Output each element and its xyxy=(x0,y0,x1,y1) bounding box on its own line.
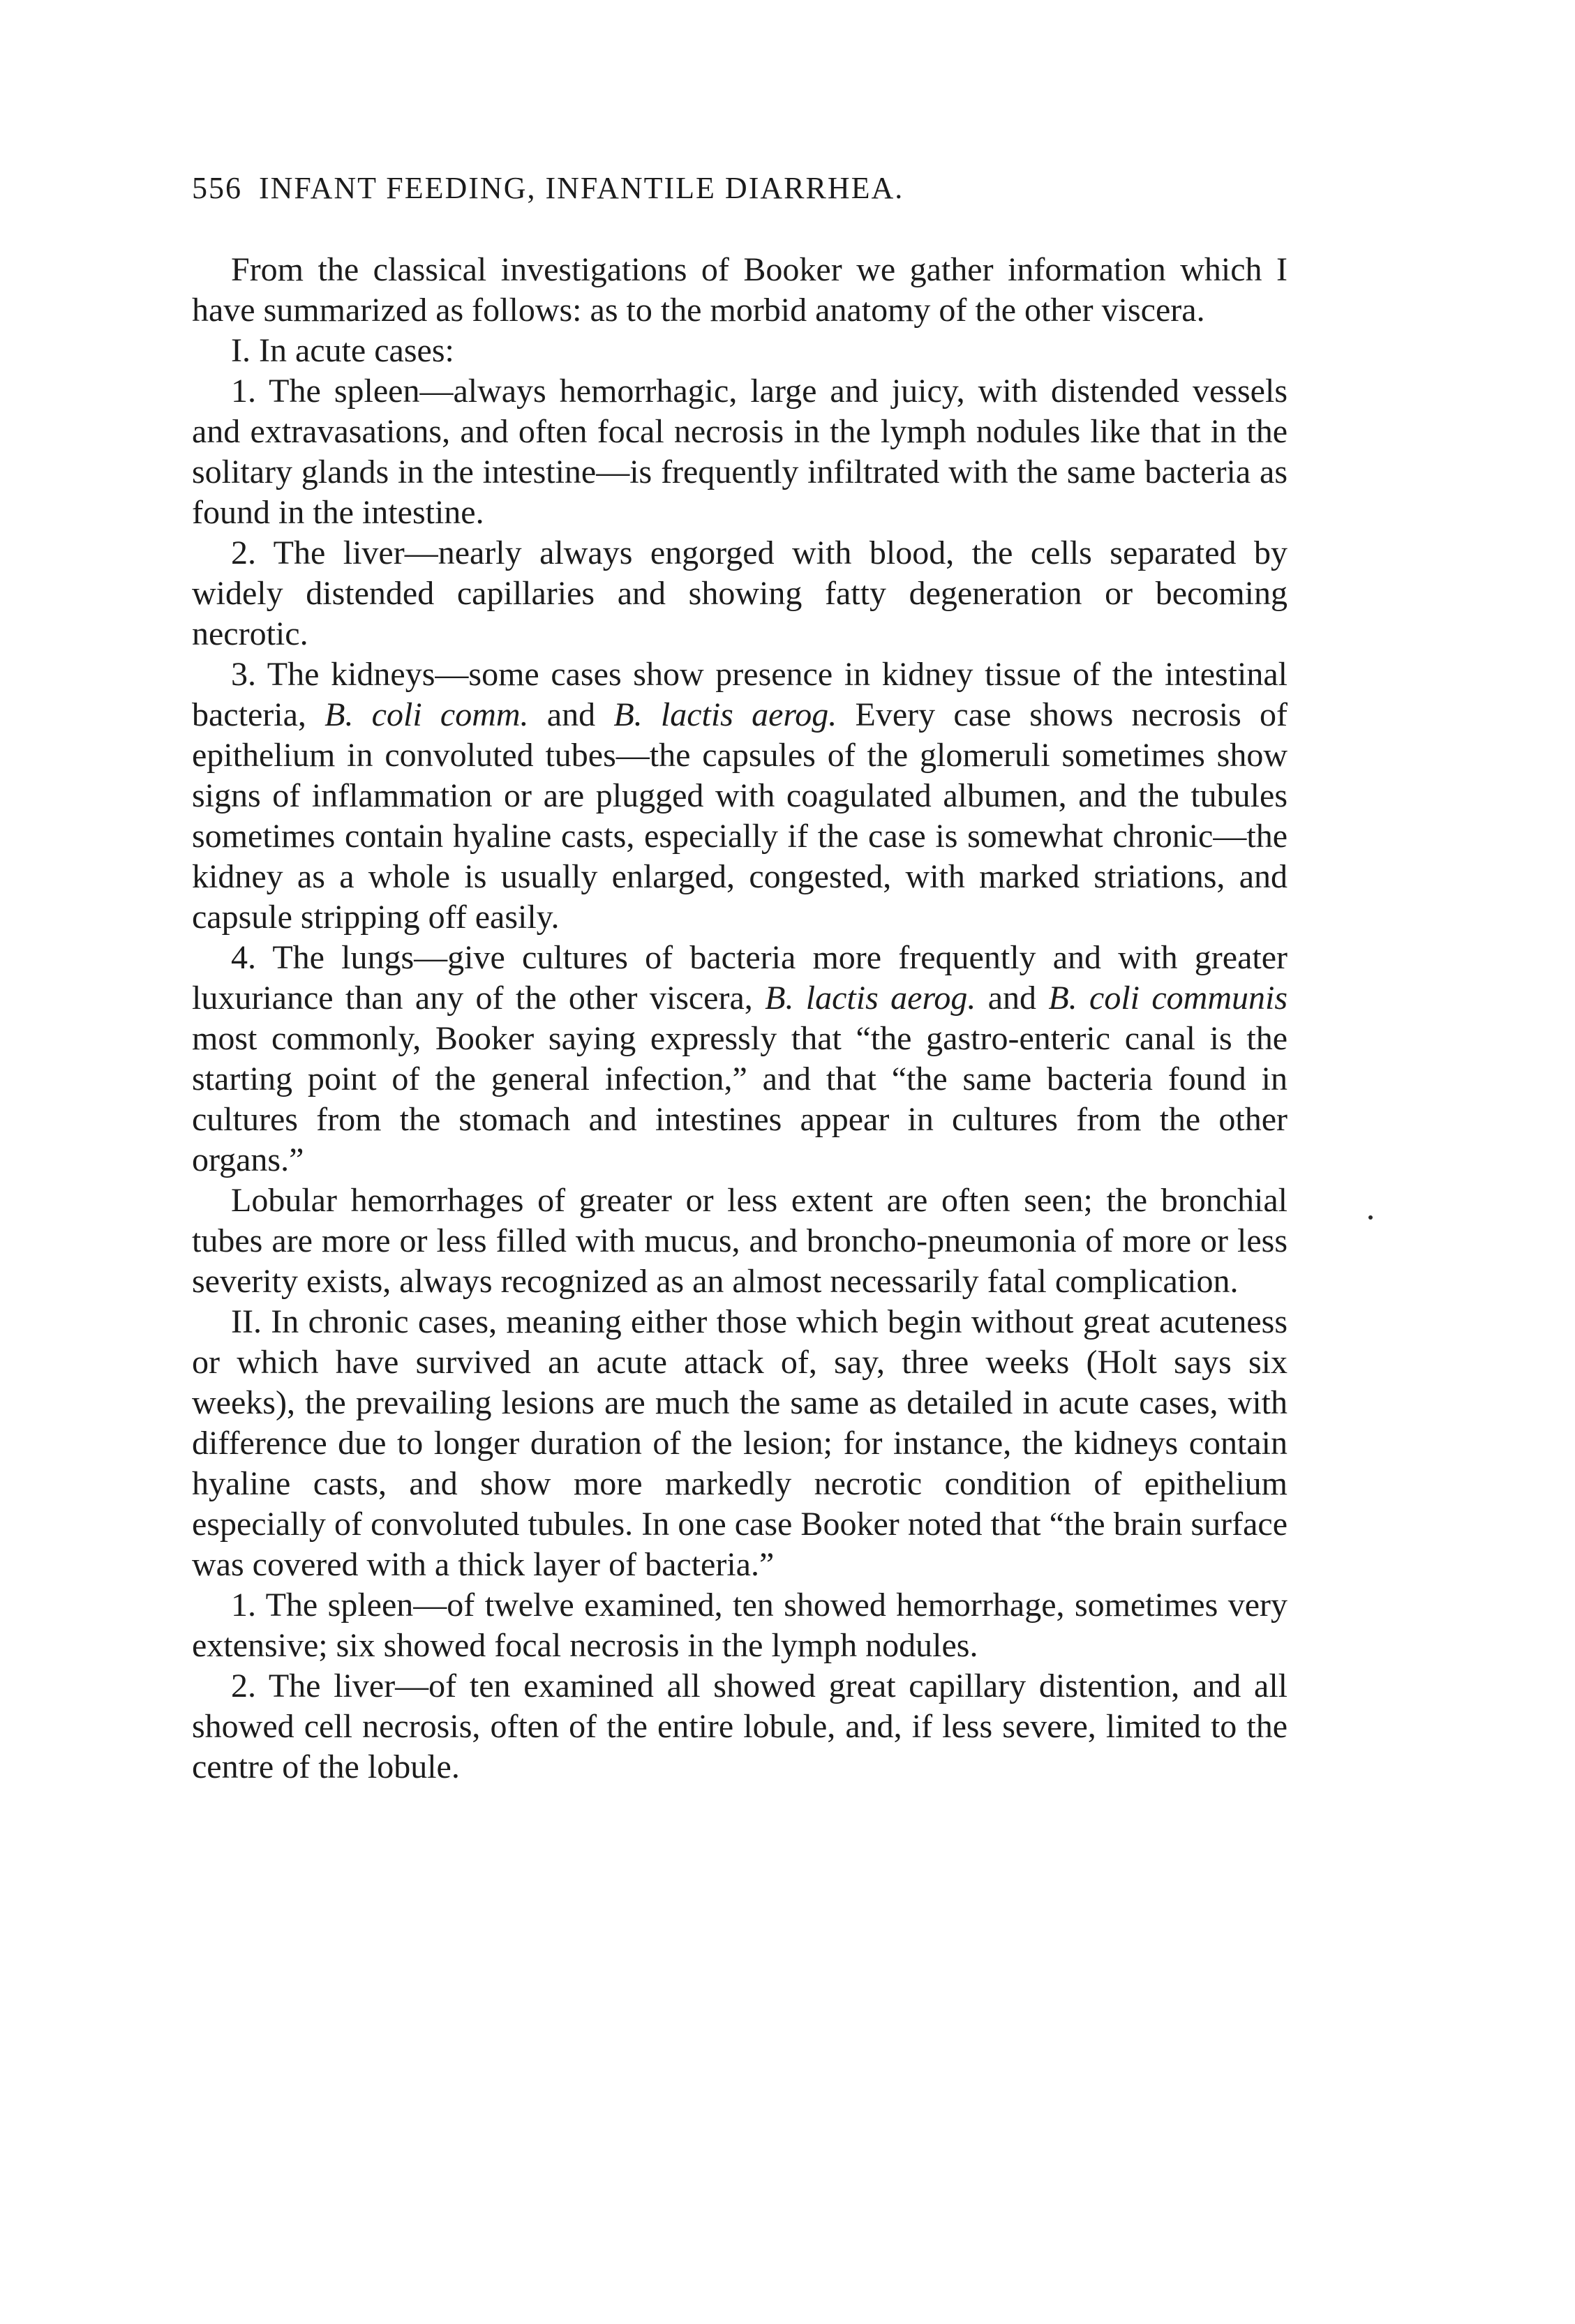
page-body xyxy=(192,250,1287,1787)
text-run: most commonly, Booker saying expressly that “the gastro-enteric canal is the starting point of the general infection,” and that “the same bacteria found in cultures from the stomach and intestines appear in cultures from the other organs.” xyxy=(192,1020,1287,1178)
species-name: B. lactis aerog. xyxy=(613,696,837,733)
paragraph-chronic-liver: 2. The liver—of ten examined all showed great capillary distention, and all showed cell necrosis, often of the entire lobule, and, if less severe, limited to the centre of the lobule. xyxy=(192,1667,1287,1785)
text-run: Every case shows necrosis of epithelium in convoluted tubes—the capsules of the glomeruli sometimes show signs of inflammation or are plugged with coagulated albumen, and the tubules sometimes contain hyaline casts, especially if the case is somewhat chronic—the kidney as a whole is usually enlarged, congested, with marked striations, and capsule stripping off easily. xyxy=(192,696,1288,936)
text-run: 4. The lungs—give cultures of bacteria more frequently and with greater luxuriance than any of the other viscera, xyxy=(192,939,1287,1017)
running-head xyxy=(192,167,1287,209)
species-name: B. coli communis xyxy=(1048,980,1288,1017)
paragraph-acute-spleen: 1. The spleen—always hemorrhagic, large and juicy, with distended vessels and extravasations, and often focal necrosis in the lymph nodules like that in the solitary glands in the intestine—is frequently infiltrated with the same bacteria as found in the intestine. xyxy=(192,373,1287,531)
paragraph-lobular-hemorrhages: Lobular hemorrhages of greater or less extent are often seen; the bronchial tubes are more or less filled with mucus, and broncho-pneumonia of more or less severity exists, always recognized as an almost necessarily fatal complication. xyxy=(192,1182,1287,1300)
species-name: B. lactis aerog. xyxy=(765,980,976,1017)
paragraph-chronic-spleen: 1. The spleen—of twelve examined, ten showed hemorrhage, sometimes very extensive; six showed focal necrosis in the lymph nodules. xyxy=(192,1587,1287,1664)
section-heading-acute: I. In acute cases: xyxy=(231,332,454,369)
section-heading-chronic: II. In chronic cases, meaning either those which begin without great acuteness or which have survived an acute attack of, say, three weeks (Holt says six weeks), the prevailing lesions are much the same as detailed in acute cases, with difference due to longer duration of the lesion; for instance, the kidneys contain hyaline casts, and show more markedly necrotic condition of epithelium especially of convoluted tubules. In one case Booker noted that “the brain surface was covered with a thick layer of bacteria.” xyxy=(192,1303,1287,1583)
book-page xyxy=(192,167,1287,1787)
running-title: INFANT FEEDING, INFANTILE DIARRHEA. xyxy=(259,171,904,205)
paragraph-acute-lungs xyxy=(192,938,1287,1180)
species-name: B. coli comm. xyxy=(324,696,529,733)
paragraph-acute-kidneys xyxy=(192,654,1287,938)
text-run: and xyxy=(976,980,1049,1017)
page-number: 556 xyxy=(192,171,242,205)
text-run: and xyxy=(528,696,614,733)
text-run: 3. The kidneys—some cases show presence in kidney tissue of the intestinal bacteria, xyxy=(192,656,1287,733)
ink-speck xyxy=(1368,1215,1373,1220)
paragraph-acute-liver: 2. The liver—nearly always engorged with blood, the cells separated by widely distended capillaries and showing fatty degeneration or becoming necrotic. xyxy=(192,534,1287,652)
paragraph-intro: From the classical investigations of Booker we gather information which I have summarized as follows: as to the morbid anatomy of the other viscera. xyxy=(192,251,1287,329)
